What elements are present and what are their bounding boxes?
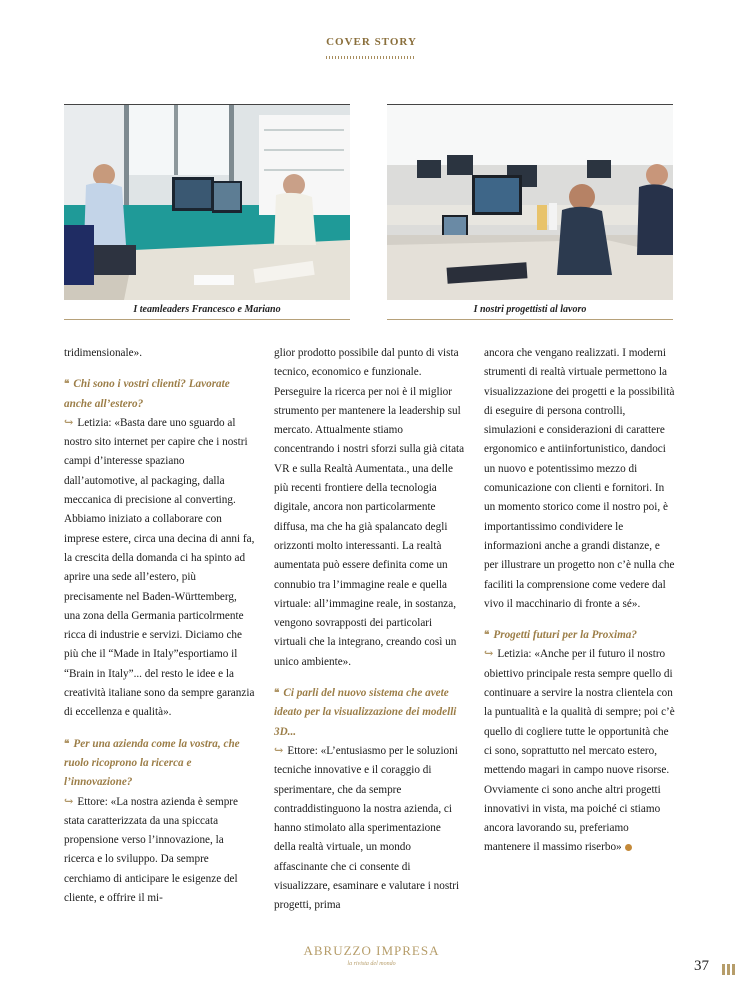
caption-divider: [387, 319, 673, 320]
arrow-icon: ↪: [64, 795, 74, 808]
page-number: 37: [694, 958, 709, 974]
end-of-article-icon: [625, 844, 632, 851]
interview-answer: ↪ Letizia: «Anche per il futuro il nostro obiettivo principale resta sempre quello di continuare a servire la nostra clientela con la puntualità e la qualità di sempre; poi c’è quello di cogliere tutte le opportunità che ci sono, soprattutto nel mercato estero, mettendo magari in campo nuove risorse. Ovviamente ci sono anche altri progetti innovativi in vista, ma poiché ci stiamo ancora lavorando su, preferiamo mantenere il massimo riserbo»: [484, 648, 675, 854]
caption-divider: [64, 319, 350, 320]
speaker-name: Letizia:: [77, 416, 112, 429]
quote-mark-icon: ❝: [64, 738, 70, 750]
quote-mark-icon: ❝: [484, 630, 490, 642]
article-column-2: [274, 344, 465, 916]
interview-answer: ↪ Ettore: «La nostra azienda è sempre stata caratterizzata da una spiccata propensione verso l’innovazione, la ricerca e lo sviluppo. Da sempre cerchiamo di anticipare le esigenze del cliente, e offrire il mi-: [64, 795, 238, 905]
magazine-tagline: la rivista del mondo: [347, 961, 396, 967]
arrow-icon: ↪: [274, 744, 284, 757]
paragraph: glior prodotto possibile dal punto di vista tecnico, economico e funzionale. Perseguire la ricerca per noi è il miglior strumento per mantenere la leadership sul mercato. Attualmente stiamo concentrando i nostri sforzi sulla già citata VR e sulla Realtà Aumentata., una delle più recenti frontiere della tecnologia digitale, ancora non particolarmente diffusa, ma che ha già spalancato degli orizzonti molto interessanti. La realtà aumentata può essere definita come un connubio tra l’immagine reale e quella virtuale: all’immagine reale, in sostanza, vengono sovrapposti dei particolari virtuali che la integrano, creando così un unico ambiente».: [274, 347, 465, 668]
photo-teamleaders: [64, 104, 350, 300]
article-column-1: [64, 344, 255, 908]
interview-question: ❝ Per una azienda come la vostra, che ruolo ricoprono la ricerca e l’innovazione?: [64, 737, 240, 789]
quote-mark-icon: ❝: [274, 688, 280, 700]
paragraph: ancora che vengano realizzati. I moderni strumenti di realtà virtuale permettono la visualizzazione dei progetti e la possibilità di eseguire di persona controlli, simulazioni e considerazioni di carattere ergonomico e antiinfortunistico, dandoci un nuovo e potentissimo mezzo di comunicazione con clienti e fornitori. In un momento storico come il nostro poi, è importantissimo condividere le informazioni anche a grandi distanze, e per illustrare un progetto non c’è nulla che faciliti la comprensione come vedere dal vivo il macchinario di fronte a sé».: [484, 347, 675, 610]
interview-question: ❝ Chi sono i vostri clienti? Lavorate anche all’estero?: [64, 378, 230, 410]
article-column-3: [484, 344, 675, 858]
teamleaders-photo-illustration: [64, 105, 350, 300]
speaker-name: Letizia:: [497, 648, 532, 661]
speaker-name: Ettore:: [77, 795, 108, 808]
interview-question: ❝ Progetti futuri per la Proxima?: [484, 629, 637, 642]
section-kicker: COVER STORY: [326, 36, 417, 48]
photo-designers: [387, 104, 673, 300]
paragraph: tridimensionale».: [64, 347, 142, 359]
interview-answer: ↪ Ettore: «L’entusiasmo per le soluzioni tecniche innovative e il coraggio di sperimentare, che da sempre contraddistinguono la nostra azienda, ci hanno stimolato alla sperimentazione della realtà virtuale, un mondo affascinante che ci consente di visualizzare, esaminare e valutare i nostri progetti, prima: [274, 744, 460, 912]
interview-answer: ↪ Letizia: «Basta dare uno sguardo al nostro sito internet per capire che i nostri campi d’interesse spaziano dall’automotive, al packaging, dalla meccanica di precisione al converting. Abbiamo iniziato a collaborare con imprese estere, circa una decina di anni fa, la crescita della domanda ci ha spinto ad aprire una sede all’estero, più precisamente nel Baden-Württemberg, una zona della Germania particolrmente ricca di industrie e servizi. Diciamo che più che il “Made in Italy”esportiamo il “Brain in Italy”... del resto le idee e la creatività italiane sono da sempre garanzia di eccellenza e qualità».: [64, 416, 255, 719]
photo-caption-designers: I nostri progettisti al lavoro: [473, 304, 587, 315]
arrow-icon: ↪: [64, 416, 74, 429]
kicker-divider: [326, 56, 414, 59]
arrow-icon: ↪: [484, 648, 494, 661]
quote-mark-icon: ❝: [64, 379, 70, 391]
magazine-logo: ABRUZZO IMPRESA: [303, 943, 440, 958]
speaker-name: Ettore:: [287, 744, 318, 757]
interview-question: ❝ Ci parli del nuovo sistema che avete ideato per la visualizzazione dei modelli 3D...: [274, 687, 457, 738]
page-marker-icon: [722, 962, 737, 980]
photo-caption-teamleaders: I teamleaders Francesco e Mariano: [133, 304, 281, 315]
designers-photo-illustration: [387, 105, 673, 300]
